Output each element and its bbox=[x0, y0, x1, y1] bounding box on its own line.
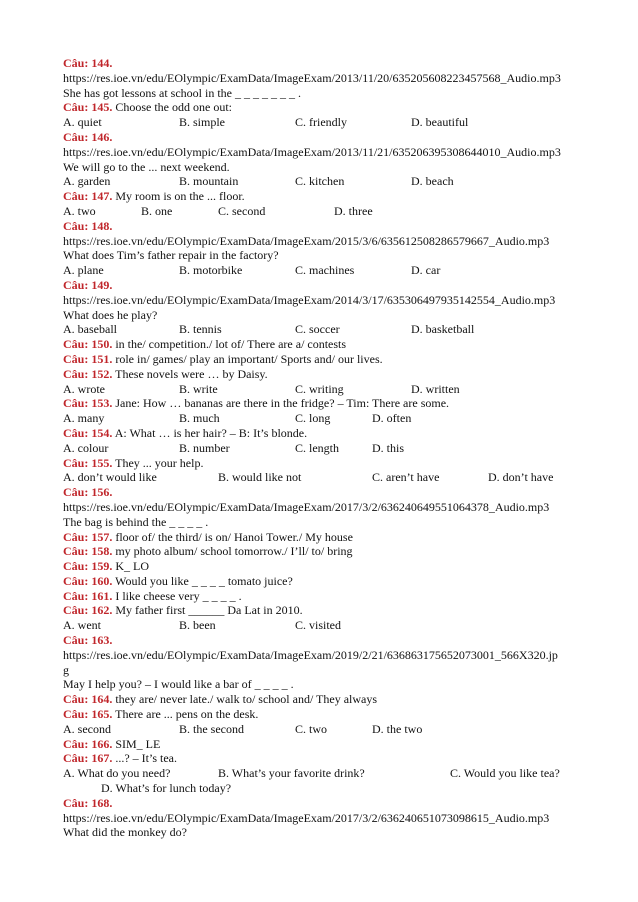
answer-option: A. What do you need? bbox=[63, 766, 171, 781]
question-header bbox=[63, 544, 603, 559]
question-number: Câu: 150. bbox=[63, 337, 113, 352]
options-row bbox=[63, 204, 603, 219]
answer-option: B. been bbox=[179, 618, 216, 633]
answer-option: B. simple bbox=[179, 115, 226, 130]
question-header bbox=[63, 692, 603, 707]
answer-option: B. would like not bbox=[218, 470, 302, 485]
question-number: Câu: 153. bbox=[63, 396, 113, 411]
answer-option: D. What’s for lunch today? bbox=[101, 781, 232, 796]
answer-option: D. written bbox=[411, 381, 460, 396]
question-number: Câu: 159. bbox=[63, 559, 113, 574]
question-text: What does he play? bbox=[63, 307, 158, 322]
audio-url: https://res.ioe.vn/edu/EOlympic/ExamData/ImageExam/2013/11/21/635206395308644010_Audio.mp3 bbox=[63, 144, 561, 159]
question-header bbox=[63, 396, 603, 411]
options-row bbox=[63, 722, 603, 737]
answer-option: C. writing bbox=[295, 381, 344, 396]
question-header bbox=[63, 633, 603, 648]
question-number: Câu: 155. bbox=[63, 455, 113, 470]
answer-option: C. long bbox=[295, 411, 331, 426]
question-text: Would you like _ _ _ _ tomato juice? bbox=[115, 573, 293, 588]
options-row bbox=[63, 441, 603, 456]
question-header bbox=[63, 751, 603, 766]
question-number: Câu: 165. bbox=[63, 707, 113, 722]
question-text: floor of/ the third/ is on/ Hanoi Tower./ My house bbox=[115, 529, 353, 544]
answer-option: B. What’s your favorite drink? bbox=[218, 766, 365, 781]
question-text: g bbox=[63, 662, 69, 677]
question-text: What did the monkey do? bbox=[63, 825, 187, 840]
answer-option: C. machines bbox=[295, 263, 355, 278]
question-header bbox=[63, 603, 603, 618]
question-text: There are ... pens on the desk. bbox=[115, 707, 259, 722]
question-text: We will go to the ... next weekend. bbox=[63, 159, 230, 174]
answer-option: C. visited bbox=[295, 618, 342, 633]
question-header bbox=[63, 796, 603, 811]
answer-option: D. the two bbox=[372, 721, 423, 736]
question-number: Câu: 147. bbox=[63, 189, 113, 204]
question-number: Câu: 161. bbox=[63, 588, 113, 603]
question-header bbox=[63, 574, 603, 589]
answer-option: B. tennis bbox=[179, 322, 222, 337]
question-text: They ... your help. bbox=[115, 455, 204, 470]
question-text: My room is on the ... floor. bbox=[115, 189, 245, 204]
answer-option: A. quiet bbox=[63, 115, 102, 130]
answer-option: D. car bbox=[411, 263, 441, 278]
question-text: She has got lessons at school in the _ _ _ _ _ _ _ . bbox=[63, 85, 301, 100]
question-header bbox=[63, 100, 603, 115]
question-text: K_ LO bbox=[115, 559, 150, 574]
question-header bbox=[63, 456, 603, 471]
audio-url: https://res.ioe.vn/edu/EOlympic/ExamData/ImageExam/2014/3/17/635306497935142554_Audio.mp3 bbox=[63, 292, 556, 307]
answer-option: C. aren’t have bbox=[372, 470, 440, 485]
options-row bbox=[63, 382, 603, 397]
answer-option: B. the second bbox=[179, 721, 244, 736]
question-text: role in/ games/ play an important/ Sports and/ our lives. bbox=[115, 351, 383, 366]
question-number: Câu: 145. bbox=[63, 100, 113, 115]
answer-option: C. two bbox=[295, 721, 328, 736]
options-row bbox=[63, 174, 603, 189]
question-number: Câu: 158. bbox=[63, 544, 113, 559]
question-text: my photo album/ school tomorrow./ I’ll/ to/ bring bbox=[115, 544, 353, 559]
question-text: What does Tim’s father repair in the factory? bbox=[63, 248, 279, 263]
question-header bbox=[63, 278, 603, 293]
answer-option: C. length bbox=[295, 440, 339, 455]
question-number: Câu: 162. bbox=[63, 603, 113, 618]
answer-option: A. baseball bbox=[63, 322, 117, 337]
question-text: they are/ never late./ walk to/ school and/ They always bbox=[115, 692, 378, 707]
question-number: Câu: 144. bbox=[63, 56, 113, 70]
question-number: Câu: 163. bbox=[63, 633, 113, 648]
options-row bbox=[63, 766, 603, 781]
question-number: Câu: 166. bbox=[63, 736, 113, 751]
question-text: A: What … is her hair? – B: It’s blonde. bbox=[114, 425, 308, 440]
question-text: SIM_ LE bbox=[115, 736, 161, 751]
options-row bbox=[63, 470, 603, 485]
answer-option: B. motorbike bbox=[179, 263, 243, 278]
answer-option: B. one bbox=[141, 203, 173, 218]
answer-option: A. plane bbox=[63, 263, 104, 278]
answer-option: C. kitchen bbox=[295, 174, 345, 189]
question-text: Jane: How … bananas are there in the fridge? – Tim: There are some. bbox=[115, 396, 450, 411]
question-header bbox=[63, 589, 603, 604]
answer-option: C. second bbox=[218, 203, 266, 218]
answer-option: A. colour bbox=[63, 440, 109, 455]
question-header bbox=[63, 530, 603, 545]
answer-option: A. garden bbox=[63, 174, 111, 189]
question-number: Câu: 157. bbox=[63, 529, 113, 544]
options-row bbox=[63, 322, 603, 337]
options-row bbox=[63, 411, 603, 426]
audio-url: https://res.ioe.vn/edu/EOlympic/ExamData/ImageExam/2015/3/6/635612508286579667_Audio.mp3 bbox=[63, 233, 550, 248]
question-number: Câu: 154. bbox=[63, 425, 113, 440]
document-body bbox=[63, 56, 603, 840]
answer-option: C. friendly bbox=[295, 115, 347, 130]
question-text: May I help you? – I would like a bar of _ _ _ _ . bbox=[63, 677, 294, 692]
question-number: Câu: 146. bbox=[63, 129, 113, 144]
answer-option: A. many bbox=[63, 411, 105, 426]
answer-option: D. don’t have bbox=[488, 470, 554, 485]
question-number: Câu: 168. bbox=[63, 795, 113, 810]
answer-option: A. don’t would like bbox=[63, 470, 157, 485]
answer-option: D. often bbox=[372, 411, 412, 426]
question-header bbox=[63, 485, 603, 500]
question-header bbox=[63, 130, 603, 145]
answer-option: A. second bbox=[63, 721, 111, 736]
options-row bbox=[63, 115, 603, 130]
question-text: My father first ______ Da Lat in 2010. bbox=[115, 603, 303, 618]
audio-url: https://res.ioe.vn/edu/EOlympic/ExamData/ImageExam/2013/11/20/635205608223457568_Audio.mp3 bbox=[63, 70, 561, 85]
audio-url: https://res.ioe.vn/edu/EOlympic/ExamData/ImageExam/2019/2/21/636863175652073001_566X320.jp bbox=[63, 647, 558, 662]
options-row bbox=[63, 618, 603, 633]
question-header bbox=[63, 367, 603, 382]
question-number: Câu: 156. bbox=[63, 485, 113, 500]
question-header bbox=[63, 56, 603, 71]
options-row bbox=[63, 263, 603, 278]
audio-url: https://res.ioe.vn/edu/EOlympic/ExamData/ImageExam/2017/3/2/636240649551064378_Audio.mp3 bbox=[63, 499, 550, 514]
answer-option: A. two bbox=[63, 203, 96, 218]
options-row bbox=[63, 781, 603, 796]
question-header bbox=[63, 559, 603, 574]
question-number: Câu: 152. bbox=[63, 366, 113, 381]
question-text: Choose the odd one out: bbox=[115, 100, 232, 115]
question-text: The bag is behind the _ _ _ _ . bbox=[63, 514, 209, 529]
question-header bbox=[63, 352, 603, 367]
question-text: ...? – It’s tea. bbox=[115, 751, 177, 766]
answer-option: B. much bbox=[179, 411, 220, 426]
question-text: These novels were … by Daisy. bbox=[115, 366, 268, 381]
question-header bbox=[63, 707, 603, 722]
answer-option: D. beautiful bbox=[411, 115, 469, 130]
answer-option: D. beach bbox=[411, 174, 454, 189]
question-number: Câu: 151. bbox=[63, 351, 113, 366]
question-number: Câu: 167. bbox=[63, 751, 113, 766]
answer-option: C. soccer bbox=[295, 322, 340, 337]
answer-option: B. mountain bbox=[179, 174, 239, 189]
question-header bbox=[63, 189, 603, 204]
question-text: in the/ competition./ lot of/ There are a/ contests bbox=[115, 337, 347, 352]
answer-option: D. three bbox=[334, 203, 373, 218]
audio-url: https://res.ioe.vn/edu/EOlympic/ExamData/ImageExam/2017/3/2/636240651073098615_Audio.mp3 bbox=[63, 810, 550, 825]
answer-option: D. basketball bbox=[411, 322, 475, 337]
question-number: Câu: 148. bbox=[63, 218, 113, 233]
question-header bbox=[63, 737, 603, 752]
answer-option: A. wrote bbox=[63, 381, 105, 396]
question-header bbox=[63, 426, 603, 441]
answer-option: B. number bbox=[179, 440, 230, 455]
question-number: Câu: 160. bbox=[63, 573, 113, 588]
question-number: Câu: 164. bbox=[63, 692, 113, 707]
question-header bbox=[63, 219, 603, 234]
answer-option: B. write bbox=[179, 381, 218, 396]
question-text: I like cheese very _ _ _ _ . bbox=[115, 588, 242, 603]
answer-option: A. went bbox=[63, 618, 101, 633]
question-number: Câu: 149. bbox=[63, 277, 113, 292]
question-header bbox=[63, 337, 603, 352]
answer-option: D. this bbox=[372, 440, 405, 455]
answer-option: C. Would you like tea? bbox=[450, 766, 560, 781]
